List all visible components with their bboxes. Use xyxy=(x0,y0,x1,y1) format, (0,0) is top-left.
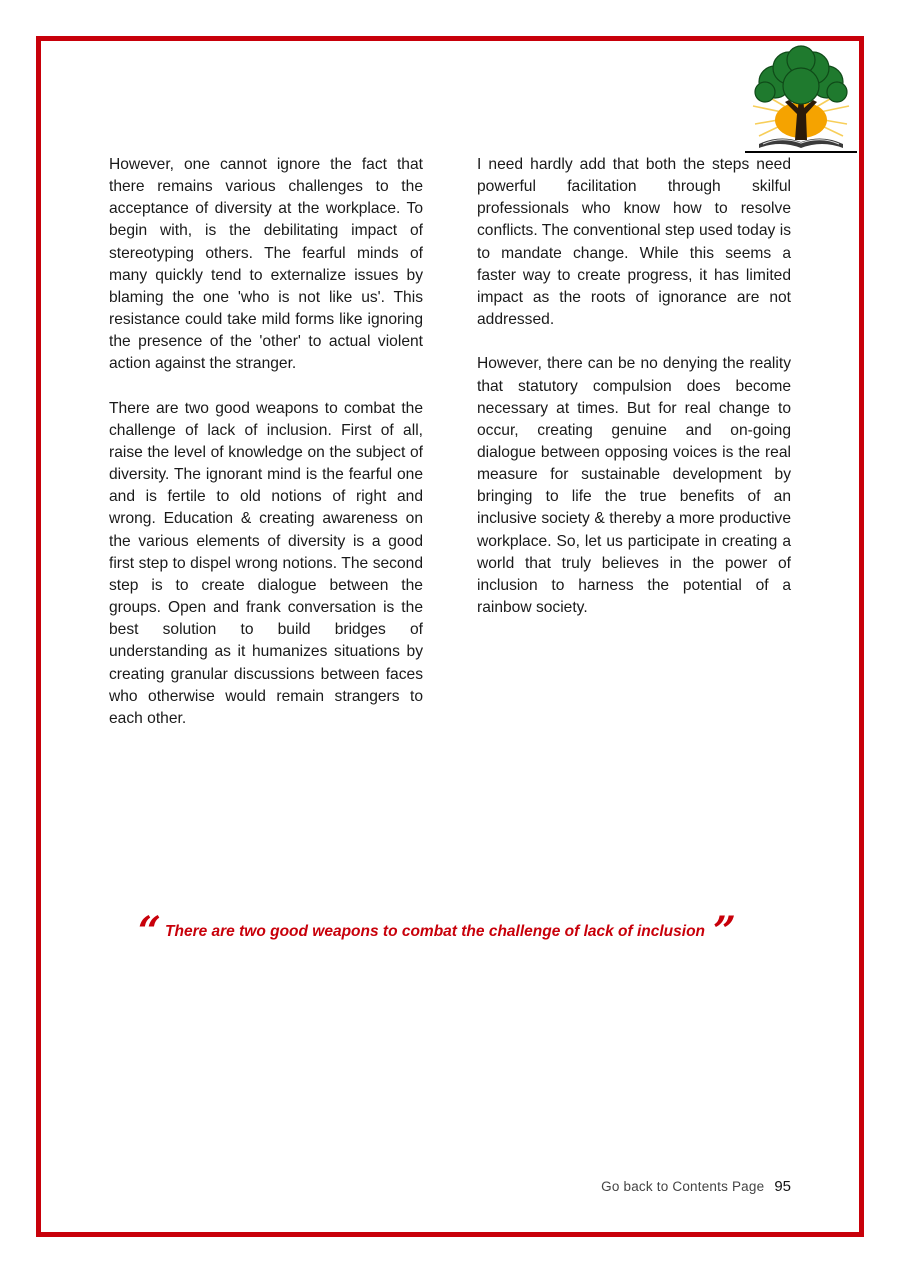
right-text-column xyxy=(477,154,791,641)
tree-book-logo-icon xyxy=(745,44,857,154)
body-paragraph: There are two good weapons to combat the challenge of lack of inclusion. First of all, raise the level of knowledge on the subject of diversity. The ignorant mind is the fearful one and is fertile to old notions of right and wrong. Education & creating awareness on the various elements of diversity is a good first step to dispel wrong notions. The second step is to create dialogue between the groups. Open and frank conversation is the best solution to build bridges of understanding as it humanizes situations by creating granular discussions between faces who otherwise would remain strangers to each other. xyxy=(109,399,423,727)
close-quote-icon: ” xyxy=(713,908,733,955)
contents-page-link[interactable]: Go back to Contents Page xyxy=(601,1179,765,1194)
body-paragraph: However, there can be no denying the reality that statutory compulsion does become necessary at times. But for real change to occur, creating genuine and on-going dialogue between opposing voices is the real measure for sustainable development by bringing to life the true benefits of an inclusive society & thereby a more productive workplace. So, let us participate in creating a world that truly believes in the power of inclusion to harness the potential of a rainbow society. xyxy=(477,355,791,617)
pull-quote xyxy=(138,908,758,955)
page-footer xyxy=(601,1178,791,1195)
open-quote-icon: “ xyxy=(138,908,158,955)
body-paragraph: However, one cannot ignore the fact that there remains various challenges to the acceptance of diversity at the workplace. To begin with, is the debilitating impact of stereotyping others. The fearful minds of many quickly tend to externalize issues by blaming the one 'who is not like us'. This resistance could take mild forms like ignoring the presence of the 'other' to actual violent action against the stranger. xyxy=(109,156,423,373)
body-paragraph: I need hardly add that both the steps need powerful facilitation through skilful professionals who know how to resolve conflicts. The conventional step used today is to mandate change. While this seems a faster way to create progress, it has limited impact as the roots of ignorance are not addressed. xyxy=(477,156,791,329)
page-number: 95 xyxy=(774,1178,791,1195)
left-text-column xyxy=(109,154,423,752)
pull-quote-text: There are two good weapons to combat the challenge of lack of inclusion xyxy=(165,923,706,940)
